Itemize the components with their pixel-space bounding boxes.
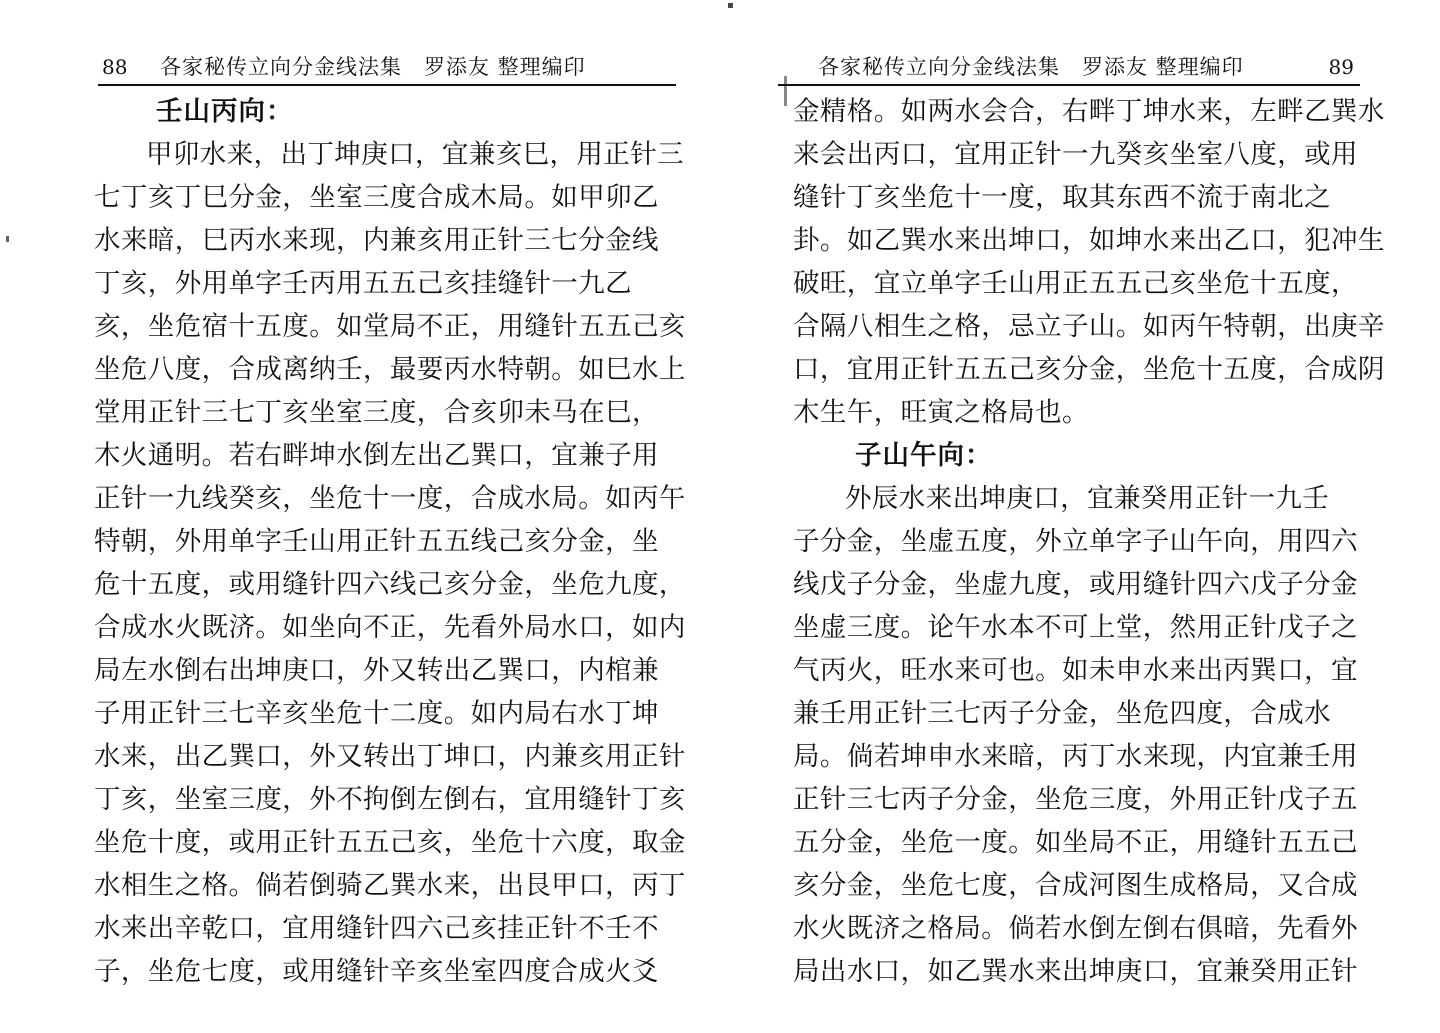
text-line: 特朝，外用单字壬山用正针五五线己亥分金，坐 <box>94 526 659 557</box>
text-line: 水来暗，巳丙水来现，内兼亥用正针三七分金线 <box>94 225 659 256</box>
page-number: 88 <box>102 55 128 79</box>
text-line: 子分金，坐虚五度，外立单字子山午向，用四六 <box>793 526 1358 557</box>
text-line: 甲卯水来，出丁坤庚口，宜兼亥巳，用正针三 <box>146 139 684 170</box>
text-line: 丁亥，坐室三度，外不拘倒左倒右，宜用缝针丁亥 <box>94 784 686 815</box>
text-line: 局左水倒右出坤庚口，外又转出乙巽口，内棺兼 <box>94 655 659 686</box>
text-line: 木火通明。若右畔坤水倒左出乙巽口，宜兼子用 <box>94 440 659 471</box>
text-line: 水来出辛乾口，宜用缝针四六己亥挂正针不壬不 <box>94 913 659 944</box>
text-line: 外辰水来出坤庚口，宜兼癸用正针一九壬 <box>845 483 1330 514</box>
text-line: 局。倘若坤申水来暗，丙丁水来现，内宜兼壬用 <box>793 741 1358 772</box>
text-line: 水火既济之格局。倘若水倒左倒右俱暗，先看外 <box>793 913 1358 944</box>
text-line: 危十五度，或用缝针四六线己亥分金，坐危九度， <box>94 569 686 600</box>
text-line: 亥分金，坐危七度，合成河图生成格局，又合成 <box>793 870 1358 901</box>
text-line: 破旺，宜立单字壬山用正五五己亥坐危十五度， <box>793 268 1358 299</box>
right-page-header <box>778 50 1360 86</box>
text-line: 子用正针三七辛亥坐危十二度。如内局右水丁坤 <box>94 698 659 729</box>
text-line: 坐危十度，或用正针五五己亥，坐危十六度，取金 <box>94 827 686 858</box>
right-page-body <box>793 90 1383 993</box>
gutter-mark: ▪ <box>727 0 734 11</box>
left-page-body <box>94 90 684 993</box>
text-line: 合成水火既济。如坐向不正，先看外局水口，如内 <box>94 612 686 643</box>
text-line: 正针一九线癸亥，坐危十一度，合成水局。如丙午 <box>94 483 686 514</box>
text-line: 坐虚三度。论午水本不可上堂，然用正针戊子之 <box>793 612 1358 643</box>
running-title: 各家秘传立向分金线法集 罗添友 整理编印 <box>818 55 1244 79</box>
text-line: 丁亥，外用单字壬丙用五五己亥挂缝针一九乙 <box>94 268 632 299</box>
text-line: 堂用正针三七丁亥坐室三度，合亥卯未马在巳， <box>94 397 659 428</box>
text-line: 兼壬用正针三七丙子分金，坐危四度，合成水 <box>793 698 1331 729</box>
text-line: 五分金，坐危一度。如坐局不正，用缝针五五己 <box>793 827 1358 858</box>
text-line: 气丙火，旺水来可也。如未申水来出丙巽口，宜 <box>793 655 1358 686</box>
section-heading: 壬山丙向： <box>156 96 294 127</box>
text-line: 卦。如乙巽水来出坤口，如坤水来出乙口，犯冲生 <box>793 225 1385 256</box>
right-page <box>720 0 1440 1033</box>
text-line: 木生午，旺寅之格局也。 <box>793 397 1089 428</box>
section-heading: 子山午向： <box>855 440 993 471</box>
text-line: 水相生之格。倘若倒骑乙巽水来，出艮甲口，丙丁 <box>94 870 686 901</box>
text-line: 子，坐危七度，或用缝针辛亥坐室四度合成火爻 <box>94 956 659 987</box>
text-line: 缝针丁亥坐危十一度，取其东西不流于南北之 <box>793 182 1331 213</box>
running-title: 各家秘传立向分金线法集 罗添友 整理编印 <box>160 55 586 79</box>
text-line: 局出水口，如乙巽水来出坤庚口，宜兼癸用正针 <box>793 956 1358 987</box>
text-line: 正针三七丙子分金，坐危三度，外用正针戊子五 <box>793 784 1358 815</box>
text-line: 口，宜用正针五五己亥分金，坐危十五度，合成阴 <box>793 354 1385 385</box>
text-line: 金精格。如两水会合，右畔丁坤水来，左畔乙巽水 <box>793 96 1385 127</box>
text-line: 来会出丙口，宜用正针一九癸亥坐室八度，或用 <box>793 139 1358 170</box>
text-line: 线戊子分金，坐虚九度，或用缝针四六戊子分金 <box>793 569 1358 600</box>
text-line: 坐危八度，合成离纳壬，最要丙水特朝。如巳水上 <box>94 354 686 385</box>
text-line: 水来，出乙巽口，外又转出丁坤口，内兼亥用正针 <box>94 741 686 772</box>
text-line: 合隔八相生之格，忌立子山。如丙午特朝，出庚辛 <box>793 311 1385 342</box>
text-line: 七丁亥丁巳分金，坐室三度合成木局。如甲卯乙 <box>94 182 659 213</box>
page-number: 89 <box>1328 55 1354 79</box>
text-line: 亥，坐危宿十五度。如堂局不正，用缝针五五己亥 <box>94 311 686 342</box>
left-page-header <box>98 50 676 86</box>
